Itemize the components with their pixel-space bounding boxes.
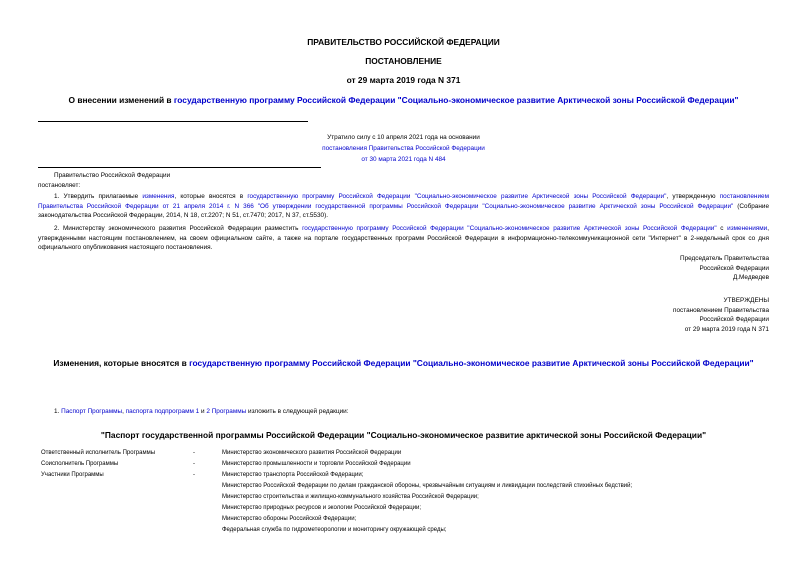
p2-program-link[interactable]: государственную программу Российской Федерации "Социально-экономическое развитие Арктической зоны Российской Федерации" <box>302 225 717 232</box>
document-title <box>0 95 807 105</box>
document-date-number: от 29 марта 2019 года N 371 <box>346 75 461 85</box>
changes-title <box>40 358 767 369</box>
passport-row-label: Участники Программы <box>41 472 104 478</box>
resolves-word: постановляет: <box>38 182 81 189</box>
government-name: ПРАВИТЕЛЬСТВО РОССИЙСКОЙ ФЕДЕРАЦИИ <box>307 37 500 47</box>
passport-row-dash: - <box>193 450 195 456</box>
passport-row-dash: - <box>193 461 195 467</box>
government-subject: Правительство Российской Федерации <box>54 172 171 179</box>
p2-text-a: 2. Министерству экономического развития Российской Федерации разместить <box>54 225 303 232</box>
approval-line-4: от 29 марта 2019 года N 371 <box>684 325 769 333</box>
title-program-link[interactable]: государственную программу Российской Федерации "Социально-экономическое развитие Арктической зоны Российской Федерации" <box>173 95 739 105</box>
separator-bottom <box>38 167 321 168</box>
p1-text-b: , которые вносятся в <box>174 193 248 200</box>
p2-changes-link[interactable]: изменениями <box>727 225 768 232</box>
subprogram-passport-link[interactable]: паспорта подпрограмм 1 <box>125 408 200 415</box>
approval-heading: УТВЕРЖДЕНЫ <box>723 297 769 304</box>
p1-program-link[interactable]: государственную программу Российской Федерации "Социально-экономическое развитие Арктической зоны Российской Федерации" <box>247 193 667 200</box>
approval-line-3: Российской Федерации <box>699 316 769 324</box>
signature-block <box>560 254 769 283</box>
item1-text-c: и <box>199 408 207 415</box>
passport-row-label: Ответственный исполнитель Программы <box>41 450 156 456</box>
p2-text-b: с <box>716 225 728 232</box>
item1-text-d: изложить в следующей редакции: <box>246 408 349 415</box>
p1-changes-link[interactable]: изменения <box>142 193 175 200</box>
changes-item-1 <box>54 408 349 415</box>
p1-text-c: , утвержденную <box>666 193 720 200</box>
passport-row-value: Министерство Российской Федерации по делам гражданской обороны, чрезвычайным ситуациям и ликвидации последствий стихийных бедствий; <box>222 483 633 489</box>
p2-text-c: , утвержденными настоящим постановлением, на своем официальном сайте, а также на портале государственных программ Российской Федерации в информационно-телекоммуникационной сети "Интернет" в 2-недельный срок со дня официального опубликования настоящего постановления. <box>38 225 769 252</box>
passport-row-value: Федеральная служба по гидрометеорологии и мониторингу окружающей среды; <box>222 527 447 533</box>
passport-row-value: Министерство экономического развития Российской Федерации <box>222 450 402 456</box>
document-type: ПОСТАНОВЛЕНИЕ <box>365 56 442 66</box>
passport-row-value: Министерство промышленности и торговли Российской Федерации <box>222 461 411 467</box>
changes-title-prefix: Изменения, которые вносятся в <box>53 358 190 368</box>
passport-row-value: Министерство строительства и жилищно-коммунального хозяйства Российской Федерации; <box>222 494 479 500</box>
separator-top <box>38 121 308 122</box>
p1-decree-link[interactable]: постановлением Правительства Российской Федерации от 21 апреля 2014 г. N 366 "Об утверждении государственной программы Российской Федерации "Социально-экономическое развитие Арктической зоны Российской Федерации" <box>38 193 769 210</box>
signature-position: Председатель Правительства <box>680 255 769 262</box>
paragraph-2 <box>38 224 769 253</box>
p1-text-a: 1. Утвердить прилагаемые <box>54 193 143 200</box>
repeal-decree-link[interactable]: постановления Правительства Российской Федерации <box>322 145 485 152</box>
passport-row-label: Соисполнитель Программы <box>41 461 119 467</box>
changes-program-link[interactable]: государственную программу Российской Федерации "Социально-экономическое развитие Арктической зоны Российской Федерации" <box>189 358 754 368</box>
title-prefix: О внесении изменений в <box>68 95 174 105</box>
signature-name: Д.Медведев <box>732 274 769 282</box>
repeal-decree-date-link[interactable]: от 30 марта 2021 года N 484 <box>361 156 446 163</box>
item1-text-b: , <box>122 408 126 415</box>
approval-line-2: постановлением Правительства <box>673 306 769 314</box>
item1-text-a: 1. <box>54 408 62 415</box>
repeal-note <box>230 132 577 165</box>
passport-program-link[interactable]: Паспорт Программы <box>61 408 123 415</box>
p1-text-d: (Собрание законодательства Российской Федерации, 2014, N 18, ст.2207; N 51, ст.7470; 2017, N 37, ст.5530). <box>38 202 769 220</box>
signature-org: Российской Федерации <box>699 264 769 272</box>
approval-block <box>560 296 769 334</box>
passport-row-dash: - <box>193 472 195 478</box>
passport-row-value: Министерство обороны Российской Федерации; <box>222 516 357 522</box>
passport-row-value: Министерство транспорта Российской Федерации; <box>222 472 364 478</box>
subprogram-2-link[interactable]: 2 Программы <box>206 408 247 415</box>
repeal-line-1: Утратило силу с 10 апреля 2021 года на основании <box>327 134 480 141</box>
paragraph-1 <box>38 192 769 221</box>
passport-title: "Паспорт государственной программы Российской Федерации "Социально-экономическое развитие арктической зоны Российской Федерации" <box>100 430 707 440</box>
passport-row-value: Министерство природных ресурсов и экологии Российской Федерации; <box>222 505 422 511</box>
